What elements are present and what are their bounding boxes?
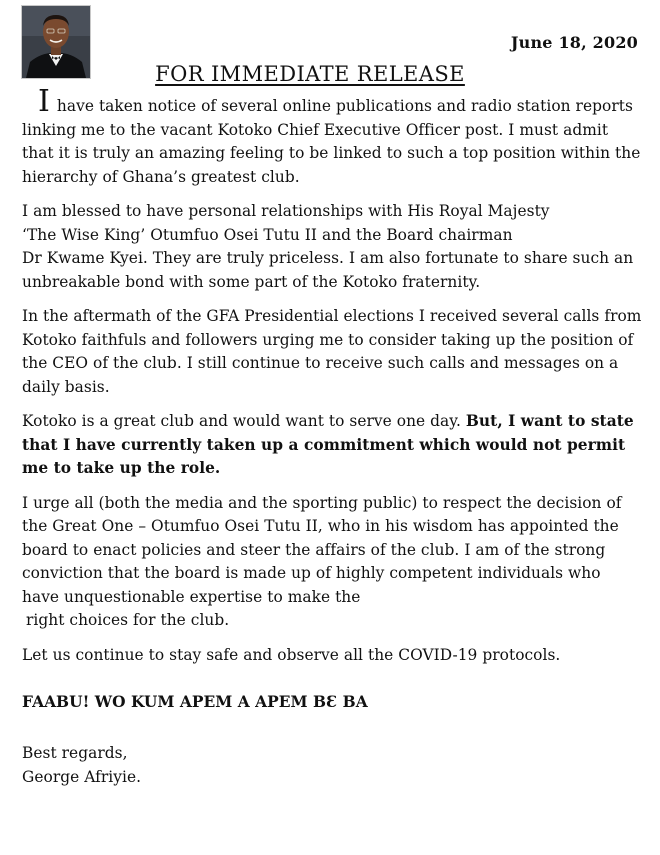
paragraph-2 bbox=[22, 200, 642, 294]
paragraph-1 bbox=[22, 84, 642, 189]
paragraph-6 bbox=[22, 644, 642, 668]
drop-cap: I bbox=[38, 84, 50, 119]
paragraph-4-text: Kotoko is a great club and would want to serve one day. bbox=[22, 412, 466, 430]
paragraph-3-text: In the aftermath of the GFA Presidential elections I received several calls from Kotoko faithfuls and followers urging me to consider taking up the position of the CEO of the club. I still continue to receive such calls and messages on a daily basis. bbox=[22, 307, 642, 396]
paragraph-3 bbox=[22, 305, 642, 399]
paragraph-2-line-1: I am blessed to have personal relationships with His Royal Majesty bbox=[22, 202, 550, 220]
signature-name: George Afriyie. bbox=[22, 767, 142, 786]
paragraph-6-text: Let us continue to stay safe and observe all the COVID-19 protocols. bbox=[22, 645, 561, 664]
letter-body bbox=[22, 84, 642, 789]
page-title: FOR IMMEDIATE RELEASE bbox=[155, 62, 465, 86]
paragraph-1-text: have taken notice of several online publications and radio station reports linking me to the vacant Kotoko Chief Executive Officer post. I must admit that it is truly an amazing feeling to be linked to such a top position within the hierarchy of Ghana’s greatest club. bbox=[22, 97, 641, 186]
paragraph-5-text: I urge all (both the media and the sporting public) to respect the decision of the Great One – Otumfuo Osei Tutu II, who in his wisdom has appointed the board to enact policies and steer the affairs of the club. I am of the strong conviction that the board is made up of highly competent individuals who have unquestionable expertise to make the bbox=[22, 493, 622, 606]
paragraph-2-line-2: ‘The Wise King’ Otumfuo Osei Tutu II and the Board chairman bbox=[22, 225, 513, 244]
paragraph-5-last-line: right choices for the club. bbox=[26, 611, 230, 629]
release-date: June 18, 2020 bbox=[510, 33, 638, 52]
paragraph-5 bbox=[22, 492, 642, 633]
paragraph-4 bbox=[22, 410, 642, 481]
paragraph-4-bold-text: But, I want to state that I have currently taken up a commitment which would not permit me to take up the role. bbox=[22, 412, 634, 477]
paragraph-2-text: Dr Kwame Kyei. They are truly priceless. I am also fortunate to share such an unbreakable bond with some part of the Kotoko fraternity. bbox=[22, 249, 634, 291]
slogan: FAABU! WO KUM APEM A APEM BƐ BA bbox=[22, 693, 368, 711]
closing-regards: Best regards, bbox=[22, 743, 128, 762]
